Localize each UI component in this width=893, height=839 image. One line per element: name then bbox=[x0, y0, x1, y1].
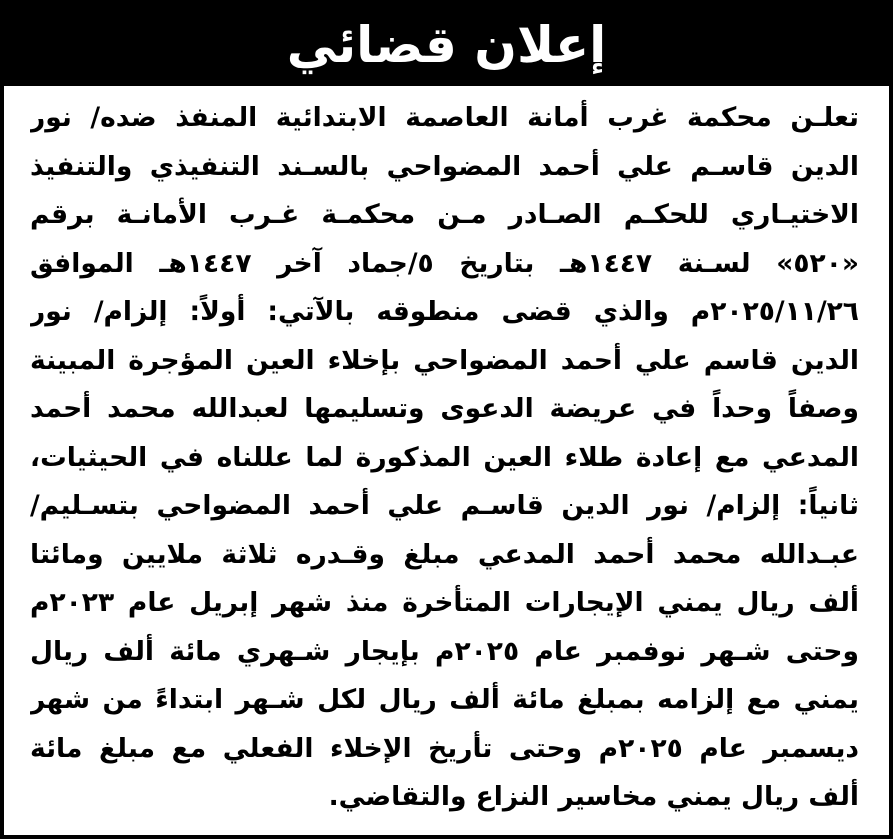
notice-line: ديسمبر عام ٢٠٢٥م وحتى تأريخ الإخلاء الفعلي مع مبلغ مائة bbox=[30, 732, 859, 764]
notice-title: إعلان قضائي bbox=[286, 16, 607, 74]
notice-line: ٢٠٢٥/١١/٢٦م والذي قضى منطوقه بالآتي: أولاً: إلزام/ نور bbox=[30, 296, 859, 327]
notice-line: تعلـن محكمة غرب أمانة العاصمة الابتدائية المنفذ ضده/ نور bbox=[30, 102, 859, 133]
notice-line: ثانياً: إلزام/ نور الدين قاسـم علي أحمد المضواحي بتسـليم/ bbox=[30, 490, 859, 521]
notice-line: ألف ريال يمني الإيجارات المتأخرة منذ شهر إبريل عام ٢٠٢٣م bbox=[30, 587, 859, 618]
notice-line: «٥٢٠» لسـنة ١٤٤٧هـ بتاريخ ٥/جماد آخر ١٤٤٧هـ الموافق bbox=[30, 247, 859, 279]
notice-line: عبـدالله محمد أحمد المدعي مبلغ وقـدره ثلاثة ملايين ومائتا bbox=[30, 538, 859, 570]
notice-line: الاختيـاري للحكـم الصـادر مـن محكمـة غـرب الأمانـة برقم bbox=[30, 199, 859, 230]
notice-line: الدين قاسم علي أحمد المضواحي بإخلاء العين المؤجرة المبينة bbox=[30, 344, 859, 376]
notice-body bbox=[30, 94, 859, 822]
notice-line: وصفاً وحداً في عريضة الدعوى وتسليمها لعبدالله محمد أحمد bbox=[30, 393, 859, 424]
notice-line: وحتى شـهر نوفمبر عام ٢٠٢٥م بإيجار شـهري مائة ألف ريال bbox=[30, 635, 859, 667]
notice-header bbox=[4, 4, 889, 86]
notice-line: المدعي مع إعادة طلاء العين المذكورة لما عللناه في الحيثيات، bbox=[30, 441, 859, 473]
notice-line: يمني مع إلزامه بمبلغ مائة ألف ريال لكل شـهر ابتداءً من شهر bbox=[30, 684, 859, 715]
notice-line: ألف ريال يمني مخاسير النزاع والتقاضي. bbox=[328, 781, 859, 812]
notice-line: الدين قاسـم علي أحمد المضواحي بالسـند التنفيذي والتنفيذ bbox=[30, 150, 859, 182]
